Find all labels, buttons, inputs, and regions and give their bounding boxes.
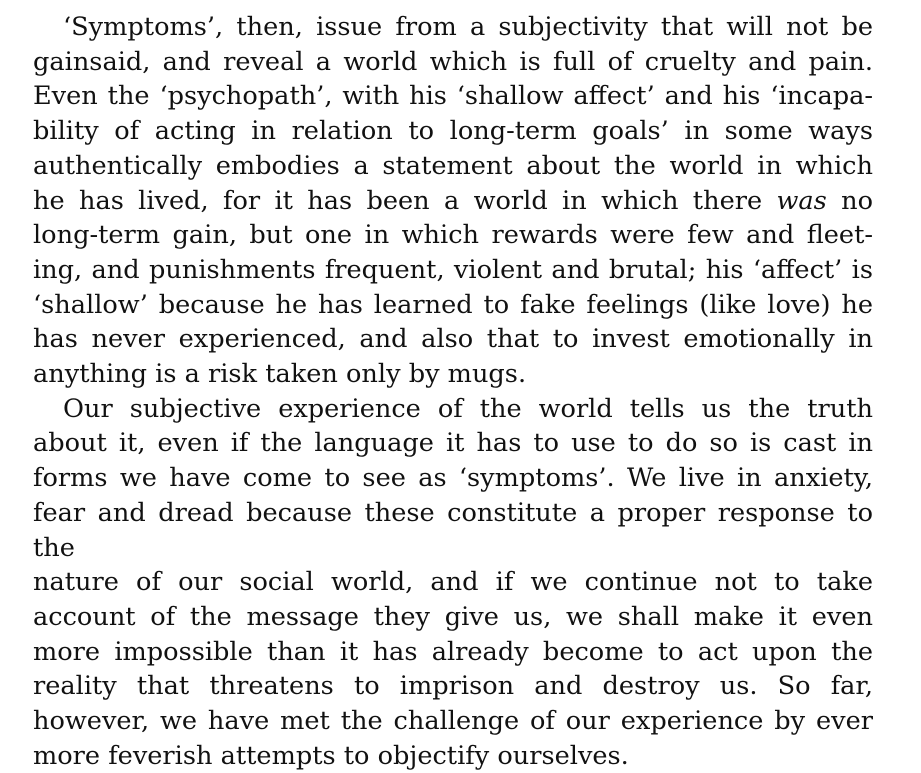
text-line: ‘shallow’ because he has learned to fake feelings (like love) he bbox=[33, 289, 873, 320]
text-line: authentically embodies a statement about the world in which bbox=[33, 150, 873, 181]
text-line: has never experienced, and also that to invest emotionally in bbox=[33, 324, 873, 355]
text-line: nature of our social world, and if we continue not to take bbox=[33, 567, 873, 598]
text-line: long-term gain, but one in which rewards were few and fleet- bbox=[33, 220, 873, 251]
text-line: gainsaid, and reveal a world which is full of cruelty and pain. bbox=[33, 46, 873, 77]
text-line: fear and dread because these constitute a proper response to the bbox=[33, 497, 873, 563]
text-line: about it, even if the language it has to use to do so is cast in bbox=[33, 428, 873, 459]
text-line: however, we have met the challenge of our experience by ever bbox=[33, 706, 873, 737]
paragraph-2 bbox=[33, 392, 873, 773]
text-line: more feverish attempts to objectify ourselves. bbox=[33, 740, 629, 771]
text-line: anything is a risk taken only by mugs. bbox=[33, 359, 527, 390]
text-line: ing, and punishments frequent, violent and brutal; his ‘affect’ is bbox=[33, 254, 873, 285]
document-page bbox=[33, 10, 873, 773]
text-line: forms we have come to see as ‘symptoms’. We live in anxiety, bbox=[33, 463, 873, 494]
text-line: more impossible than it has already become to act upon the bbox=[33, 636, 873, 667]
text-run: no bbox=[826, 185, 873, 216]
paragraph-1 bbox=[33, 10, 873, 392]
text-line: bility of acting in relation to long-term goals’ in some ways bbox=[33, 116, 873, 147]
text-line: account of the message they give us, we shall make it even bbox=[33, 601, 873, 632]
text-line: Our subjective experience of the world tells us the truth bbox=[63, 393, 873, 424]
text-run: he has lived, for it has been a world in which there bbox=[33, 185, 777, 216]
text-line: Even the ‘psychopath’, with his ‘shallow affect’ and his ‘incapa- bbox=[33, 81, 873, 112]
text-line: reality that threatens to imprison and destroy us. So far, bbox=[33, 671, 873, 702]
italic-emphasis: was bbox=[776, 185, 827, 216]
text-line: ‘Symptoms’, then, issue from a subjectivity that will not be bbox=[63, 12, 873, 42]
text-line bbox=[33, 184, 873, 219]
